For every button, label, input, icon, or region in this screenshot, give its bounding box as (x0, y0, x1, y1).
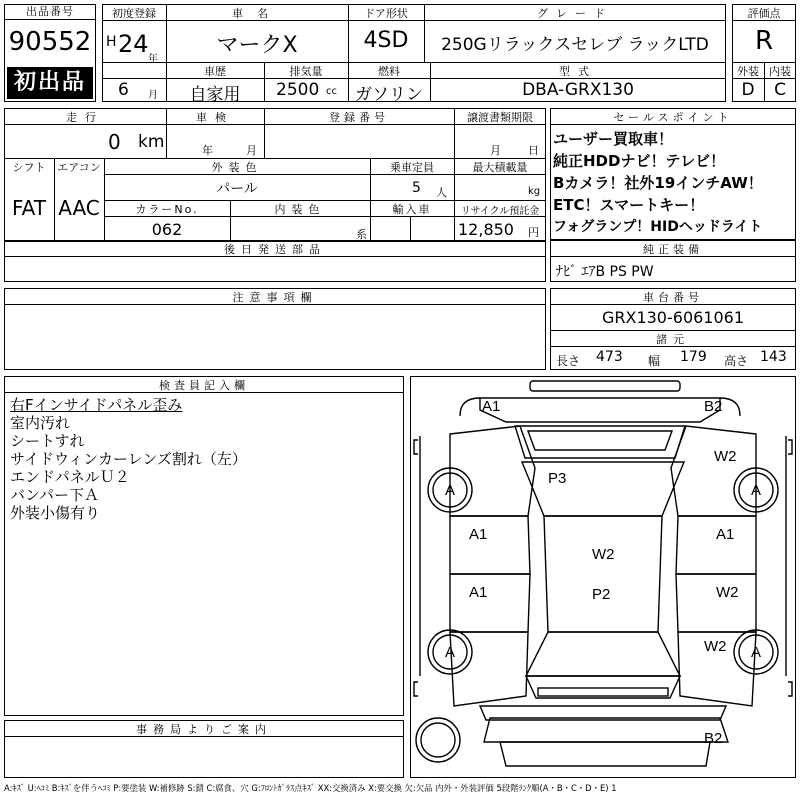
displacement-unit: cc (326, 86, 337, 97)
history-label: 車歴 (204, 65, 226, 78)
transfer-month: 月 (490, 144, 501, 157)
ac-label: エアコン (57, 161, 101, 174)
reg-no-label: 登録番号 (329, 111, 389, 124)
ac: AAC (58, 196, 100, 220)
mark-a1-right-door-front: A1 (716, 526, 735, 543)
history: 自家用 (189, 85, 241, 105)
mark-a-rear-left-wheel: A (445, 644, 456, 661)
chassis-no: GRX130-6061061 (601, 308, 745, 327)
grade-label: グレード (537, 7, 613, 20)
mark-p2: P2 (592, 586, 611, 603)
model-label: 型式 (559, 65, 597, 78)
fuel-label: 燃料 (378, 65, 400, 78)
mileage: 0 (108, 130, 121, 154)
color-label: 外装色 (211, 161, 263, 174)
sales-line: Bカメラ！社外19インチAW！ (553, 174, 763, 192)
length: 473 (596, 349, 623, 365)
capacity-unit: 人 (436, 186, 447, 199)
car-name-label: 車名 (232, 7, 282, 20)
month-unit: 月 (148, 90, 158, 101)
first-listing-badge: 初出品 (7, 67, 93, 99)
recycle: 12,850 (458, 220, 514, 239)
inspection-label: 車検 (196, 111, 234, 124)
exterior-label: 外装 (737, 65, 759, 78)
door: 4SD (363, 28, 409, 53)
recycle-label: リサイクル預託金 (460, 206, 540, 217)
inspector-line: シートすれ (10, 432, 85, 450)
later-parts-label: 後日発送部品 (224, 243, 326, 256)
exterior-grade: D (741, 80, 755, 100)
height: 143 (760, 349, 787, 365)
height-label: 高さ (724, 354, 749, 368)
inspector-line: 室内汚れ (10, 414, 71, 432)
shift-label: シフト (12, 161, 46, 174)
width-label: 幅 (648, 354, 661, 368)
load-unit: kg (528, 186, 541, 197)
displacement: 2500 (276, 80, 320, 100)
capacity-label: 乗車定員 (390, 161, 434, 174)
car-diagram (410, 376, 796, 778)
chassis-label: 車台番号 (643, 291, 703, 304)
inspector-line: 右Fインサイドパネル歪み (10, 396, 183, 414)
legend: A:ｷｽﾞ U:ﾍｺﾐ B:ｷｽﾞを伴うﾍｺﾐ P:要塗装 W:補修跡 S:錆 C:腐食、穴 G:ﾌﾛﾝﾄｶﾞﾗｽ点ｷｽﾞ XX:交換済み X:要交換 欠:欠品 内外・外装評価 5段階ﾗﾝｸ順(A・B・C・D・E) 1 (4, 783, 617, 793)
interior-color-unit: 系 (356, 228, 367, 241)
mark-a-rear-right-wheel: A (751, 644, 762, 661)
displacement-label: 排気量 (289, 65, 323, 78)
length-label: 長さ (556, 354, 581, 368)
mark-b2-rear: B2 (704, 730, 723, 747)
mark-a1-left-door-rear: A1 (469, 584, 488, 601)
era: H (106, 34, 117, 50)
transfer-day: 日 (528, 144, 539, 157)
inspector-line: サイドウィンカーレンズ割れ（左） (10, 450, 247, 468)
sales-label: セールスポイント (613, 111, 733, 124)
mark-b2-front-right: B2 (704, 398, 723, 415)
capacity: 5 (412, 180, 421, 196)
load-label: 最大積載量 (472, 161, 528, 174)
score: R (754, 26, 774, 56)
inspector-list (10, 396, 247, 522)
sales-line: フォグランプ！HIDヘッドライト (553, 219, 763, 235)
width: 179 (680, 349, 707, 365)
equipment-label: 純正装備 (643, 243, 703, 256)
model: DBA-GRX130 (522, 80, 634, 100)
import-label: 輸入車 (392, 203, 432, 216)
color-no-label: カラーNo. (135, 203, 199, 216)
listing-no: 90552 (8, 27, 92, 57)
sales-line: ETC！スマートキー！ (553, 196, 705, 214)
specs-label: 諸元 (656, 333, 690, 346)
color-no: 062 (151, 220, 183, 239)
listing-no-box (4, 4, 96, 102)
mark-a1-front-left: A1 (482, 398, 501, 415)
inspection-year: 年 (202, 144, 213, 157)
sales-line: ユーザー買取車！ (553, 130, 674, 148)
mark-a1-left-door-front: A1 (469, 526, 488, 543)
mark-a-front-left-wheel: A (445, 482, 456, 499)
reg-month: 6 (118, 80, 129, 100)
mark-w2-roof: W2 (592, 546, 615, 563)
inspection-month: 月 (246, 144, 257, 157)
grade: 250Gリラックスセレブ ラックLTD (441, 35, 709, 55)
transfer-label: 譲渡書類期限 (467, 111, 533, 124)
mileage-unit: km (138, 132, 165, 152)
interior-label: 内装 (769, 65, 791, 78)
mark-p3: P3 (548, 470, 567, 487)
notes-label: 注意事項欄 (232, 291, 318, 304)
inspector-line: バンパー下Ａ (10, 486, 99, 504)
car-name: マークX (216, 33, 298, 58)
mark-a-front-right-wheel: A (751, 482, 762, 499)
mark-w2-right-door-rear: W2 (716, 584, 739, 601)
color: パール (216, 181, 258, 197)
reg-year: 24 (118, 30, 149, 58)
interior-grade: C (774, 80, 786, 100)
sales-list (553, 128, 793, 238)
score-label: 評価点 (747, 7, 781, 20)
inspector-line: エンドパネルＵ２ (10, 468, 130, 486)
mark-w2-front-right: W2 (714, 448, 737, 465)
shift: FAT (11, 196, 46, 220)
office-label: 事務局よりご案内 (136, 723, 272, 736)
listing-no-label: 出品番号 (5, 5, 95, 20)
first-reg-label: 初度登録 (112, 7, 156, 20)
mark-w2-right-rear: W2 (704, 638, 727, 655)
year-unit: 年 (148, 54, 158, 65)
inspector-line: 外装小傷有り (10, 504, 101, 522)
inspector-label: 検査員記入欄 (159, 379, 249, 392)
interior-color-label: 内装色 (274, 203, 326, 216)
mileage-label: 走行 (66, 111, 104, 124)
recycle-unit: 円 (528, 226, 539, 239)
equipment: ﾅﾋﾞ ｴｱB PS PW (556, 264, 654, 280)
sales-line: 純正HDDナビ！テレビ！ (553, 152, 726, 170)
door-label: ドア形状 (364, 7, 408, 20)
fuel: ガソリン (355, 85, 423, 105)
